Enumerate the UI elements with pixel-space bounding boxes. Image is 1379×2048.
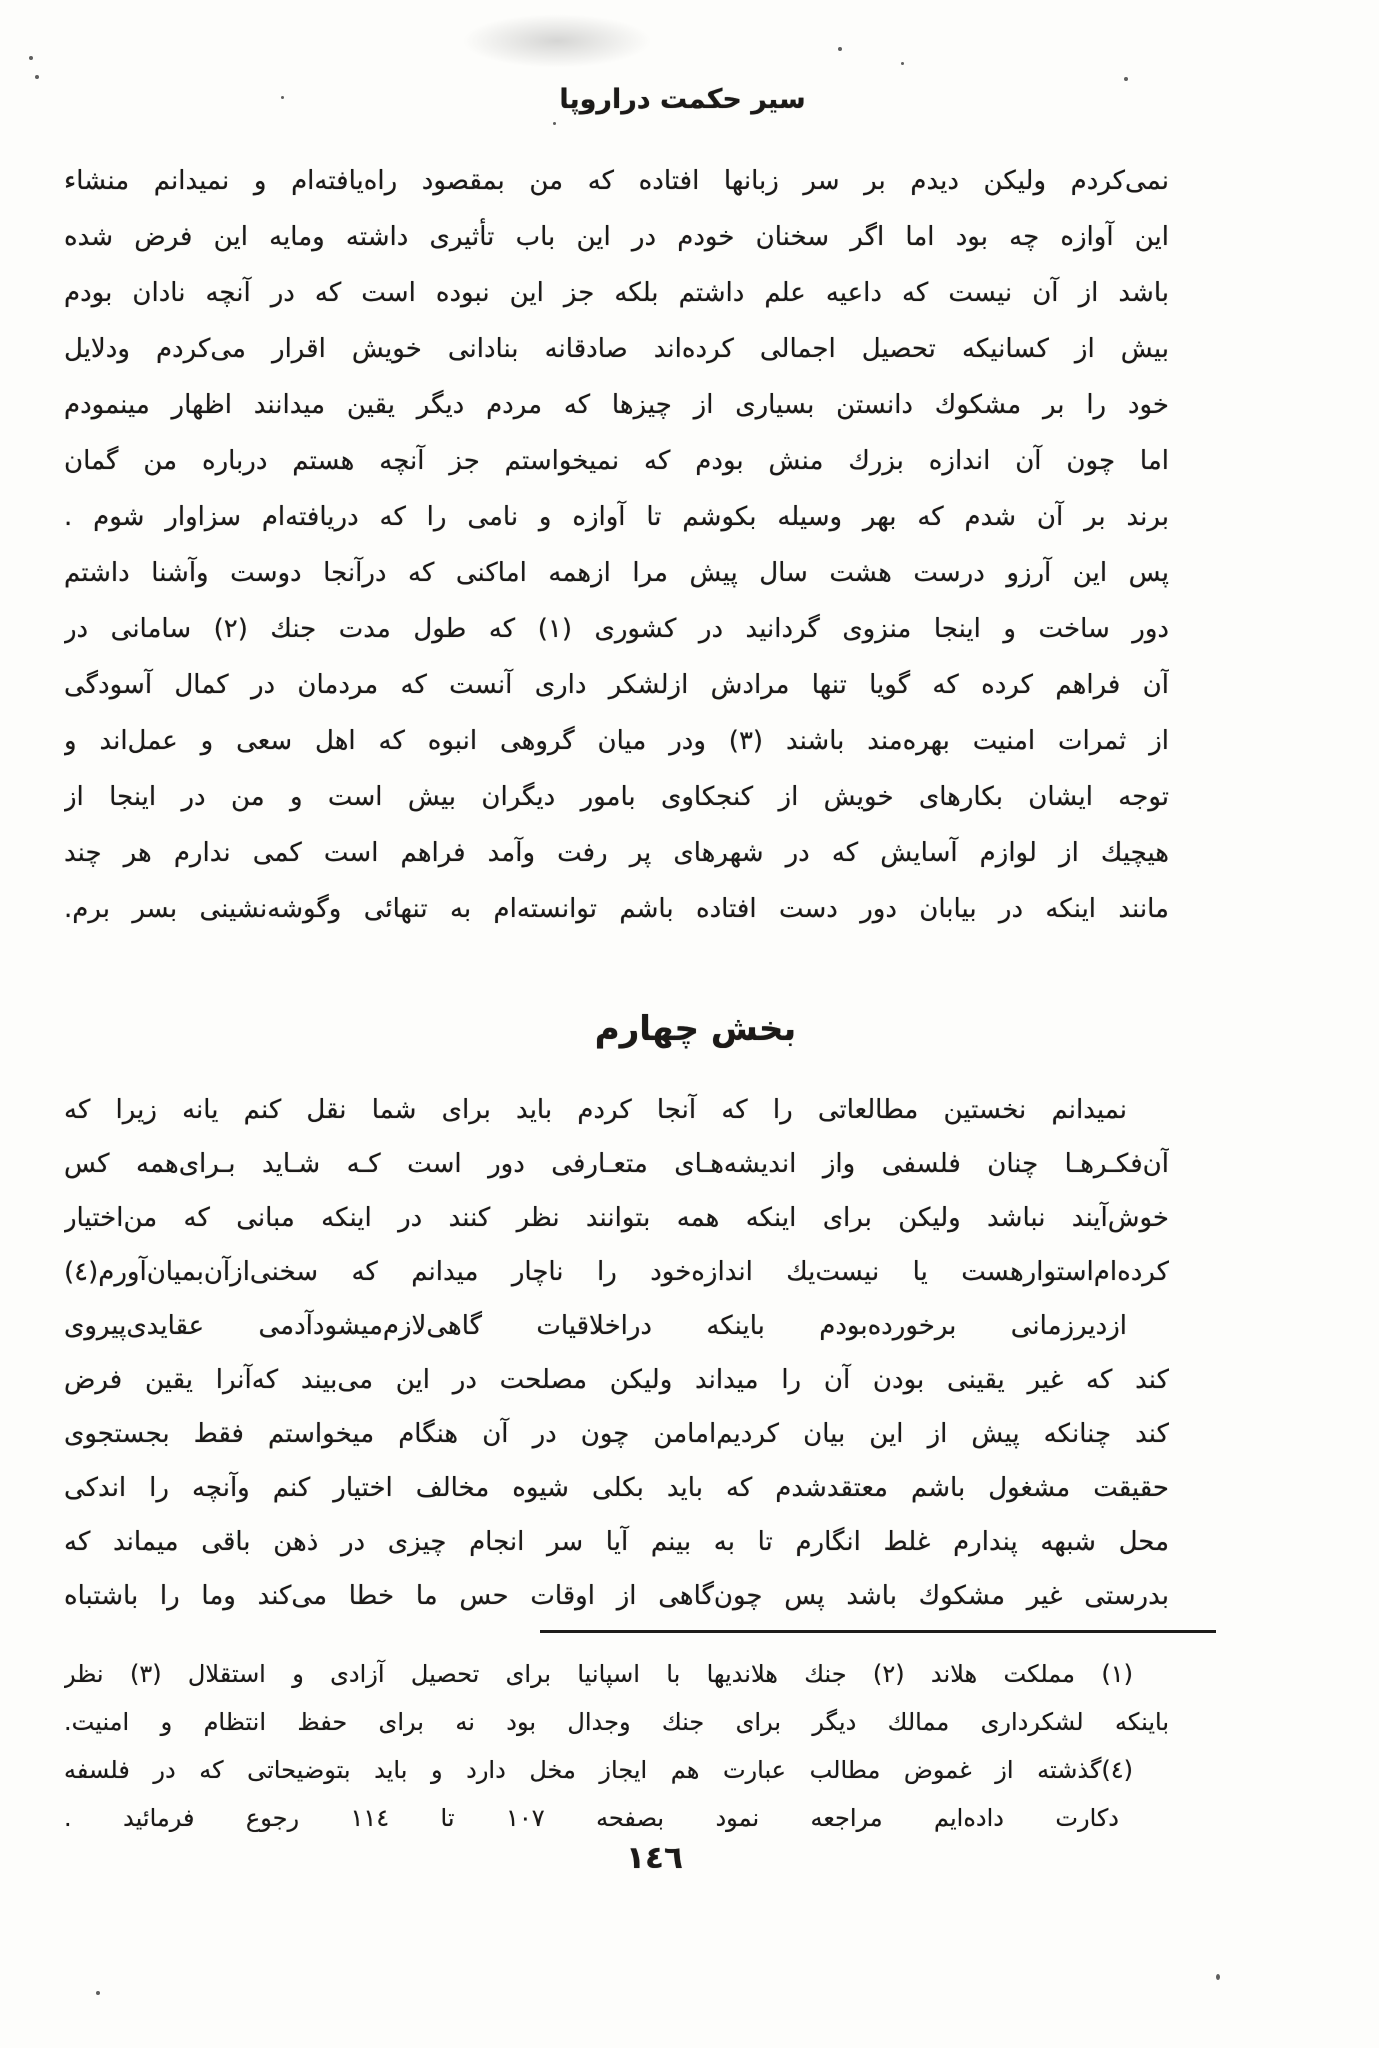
text-line: محل شبهه پندارم غلط انگارم تا به بینم آیا سر انجام چیزی در ذهن باقی میماند که <box>64 1527 1169 1557</box>
text-line: خوش‌آیند نباشد ولیکن برای اینکه همه بتوانند نظر کنند در اینکه مبانی که من‌اختیار <box>64 1203 1169 1233</box>
text-line: (۱) مملکت هلاند (۲) جنك هلاندیها با اسپانیا برای تحصیل آزادی و استقلال (۳) نظر <box>64 1660 1133 1688</box>
text-line: آن فراهم کرده که گویا تنها مرادش ازلشکر داری آنست که مردمان در کمال آسودگی <box>64 670 1169 700</box>
text-line: بدرستی غیر مشکوك باشد پس چون‌گاهی از اوقات حس ما خطا می‌کند وما را باشتباه <box>64 1581 1169 1611</box>
scan-speck <box>35 75 39 79</box>
text-line: پس این آرزو درست هشت سال پیش مرا ازهمه اماکنی که درآنجا دوست وآشنا داشتم <box>64 558 1169 588</box>
text-line: دور ساخت و اینجا منزوی گردانید در کشوری (۱) که طول مدت جنك (۲) سامانی در <box>64 614 1169 644</box>
text-line: از ثمرات امنیت بهره‌مند باشند (۳) ودر میان گروهی انبوه که اهل سعی و عمل‌اند و <box>64 726 1169 756</box>
text-column <box>64 0 1169 2048</box>
text-line: این آوازه چه بود اما اگر سخنان خودم در این باب تأثیری داشته ومایه این فرض شده <box>64 222 1169 252</box>
scan-speck <box>1216 1974 1220 1980</box>
text-line: خود را بر مشکوك دانستن بسیاری از چیزها که مردم دیگر یقین میدانند اظهار مینمودم <box>64 390 1169 420</box>
text-line: نمی‌کردم ولیکن دیدم بر سر زبانها افتاده که من بمقصود راه‌یافته‌ام و نمیدانم منشاء <box>64 166 1169 196</box>
paragraph-part3-end <box>64 153 1169 937</box>
text-line: برند بر آن شدم که بهر وسیله بکوشم تا آوازه و نامی را که دریافته‌ام سزاوار شوم . <box>64 502 1169 532</box>
text-line: هیچیك از لوازم آسایش که در شهرهای پر رفت وآمد فراهم است کمی ندارم هر چند <box>64 838 1169 868</box>
text-line: حقیقت مشغول باشم معتقدشدم که باید بکلی شیوه مخالف اختیار کنم وآنچه را اندکی <box>64 1473 1169 1503</box>
text-line: بیش از کسانیکه تحصیل اجمالی کرده‌اند صادقانه بنادانی خویش اقرار می‌کردم ودلایل <box>64 334 1169 364</box>
text-line: کند چنانکه پیش از این بیان کردیم‌امامن چون در آن هنگام میخواستم فقط بجستجوی <box>64 1419 1169 1449</box>
text-line: کرده‌ام‌استوارهست یا نیست‌یك اندازه‌خود را ناچار میدانم که سخنی‌ازآن‌بمیان‌آورم(٤) <box>64 1257 1169 1287</box>
footnotes-block <box>64 1650 1169 1842</box>
text-line: ازدیرزمانی برخورده‌بودم باینکه دراخلاقیات گاهی‌لازم‌میشودآدمی عقایدی‌پیروی <box>64 1311 1127 1341</box>
text-line: اما چون آن اندازه بزرك منش بودم که نمیخواستم جز آنچه هستم درباره من گمان <box>64 446 1169 476</box>
text-line: (٤)گذشته از غموض مطالب عبارت هم ایجاز مخل دارد و باید بتوضیحاتی که در فلسفه <box>64 1756 1133 1784</box>
text-line: توجه ایشان بکارهای خویش از کنجکاوی بامور دیگران بیش است و من در اینجا از <box>64 782 1169 812</box>
text-line: نمیدانم نخستین مطالعاتی را که آنجا کردم باید برای شما نقل کنم یانه زیرا که <box>64 1095 1127 1125</box>
footnote-separator-rule <box>540 1630 1216 1633</box>
scan-speck <box>29 56 33 60</box>
text-line: دکارت داده‌ایم مراجعه نمود بصفحه ۱۰۷ تا ۱۱٤ رجوع فرمائید . <box>64 1804 1119 1832</box>
text-line: مانند اینکه در بیابان دور دست افتاده باشم توانسته‌ام به تنهائی وگوشه‌نشینی بسر برم. <box>64 894 1169 924</box>
text-line: آن‌فکـرهـا چنان فلسفی واز اندیشه‌هـای متعـارفی دور است کـه شـاید بـرای‌همه کس <box>64 1149 1169 1179</box>
text-line: کند که غیر یقینی بودن آن را میداند ولیکن مصلحت در این می‌بیند که‌آنرا یقین فرض <box>64 1365 1169 1395</box>
running-header: سیر حکمت دراروپا <box>559 84 806 115</box>
paragraph-part4 <box>64 1083 1169 1623</box>
text-line: باشد از آن نیست که داعیه علم داشتم بلکه جز این نبوده است که در آنچه نادان بودم <box>64 278 1169 308</box>
page-number: ١٤٦ <box>626 1840 683 1876</box>
section-heading-part4: بخش چهارم <box>594 1009 797 1049</box>
text-line: باینکه لشکرداری ممالك دیگر برای جنك وجدال بود نه برای حفظ انتظام و امنیت. <box>64 1708 1169 1736</box>
